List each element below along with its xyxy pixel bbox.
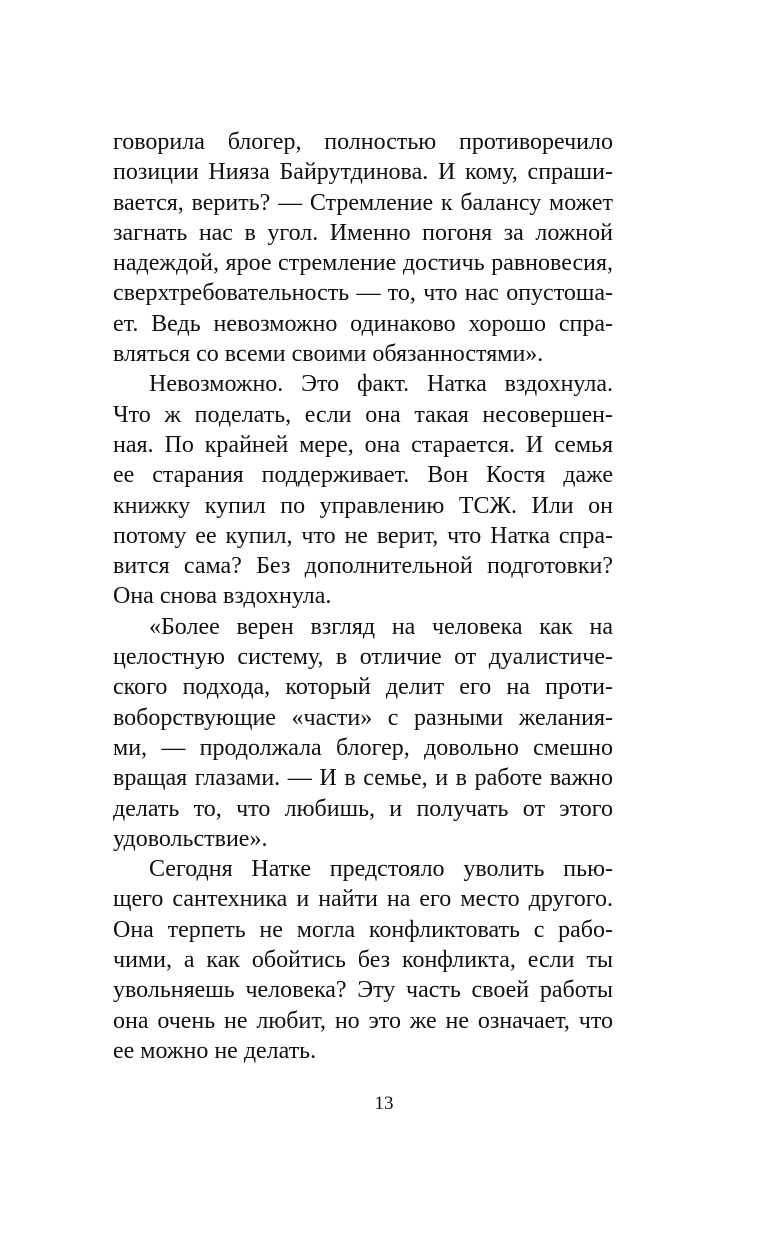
text-line: вляться со всеми своими обязанностями». [113, 341, 544, 368]
text-line: ми, — продолжала блогер, довольно смешно [113, 734, 613, 761]
text-line: она очень не любит, но это же не означает, что [113, 1007, 613, 1034]
text-line: делать то, что любишь, и получать от этого [113, 795, 613, 822]
text-line: Она терпеть не могла конфликтовать с рабо- [113, 916, 613, 943]
text-line: вается, верить? — Стремление к балансу может [113, 189, 613, 216]
text-line: позиции Нияза Байрутдинова. И кому, спраши- [113, 159, 613, 186]
page-number: 13 [374, 1093, 394, 1114]
text-line: ее можно не делать. [113, 1037, 317, 1064]
text-line: удовольствие». [113, 825, 268, 852]
text-line: ет. Ведь невозможно одинаково хорошо спра- [113, 310, 613, 337]
text-line: увольняешь человека? Эту часть своей работы [113, 977, 613, 1004]
text-line: Невозможно. Это факт. Натка вздохнула. [149, 371, 613, 398]
text-line: надеждой, ярое стремление достичь равновесия, [113, 250, 613, 277]
text-line: книжку купил по управлению ТСЖ. Или он [113, 492, 613, 519]
text-line: чими, а как обойтись без конфликта, если ты [113, 947, 613, 974]
text-line: ее старания поддерживает. Вон Костя даже [113, 462, 613, 489]
text-line: «Более верен взгляд на человека как на [149, 613, 613, 640]
text-line: вится сама? Без дополнительной подготовки? [113, 553, 613, 580]
text-line: потому ее купил, что не верит, что Натка спра- [113, 522, 613, 549]
text-line: ского подхода, который делит его на проти- [113, 674, 613, 701]
text-line: щего сантехника и найти на его место другого. [113, 886, 613, 913]
text-line: загнать нас в угол. Именно погоня за ложной [113, 219, 613, 246]
text-line: целостную систему, в отличие от дуалистиче- [113, 644, 613, 671]
text-line: воборствующие «части» с разными желания- [113, 704, 613, 731]
text-line: Сегодня Натке предстояло уволить пью- [149, 856, 613, 883]
text-line: ная. По крайней мере, она старается. И семья [113, 431, 613, 458]
body-text [113, 127, 613, 1066]
text-line: сверхтребовательность — то, что нас опустоша- [113, 280, 613, 307]
text-line: говорила блогер, полностью противоречило [113, 129, 613, 155]
text-line: Что ж поделать, если она такая несовершен- [113, 401, 613, 428]
text-line: Она снова вздохнула. [113, 583, 332, 610]
text-line: вращая глазами. — И в семье, и в работе важно [113, 765, 613, 792]
